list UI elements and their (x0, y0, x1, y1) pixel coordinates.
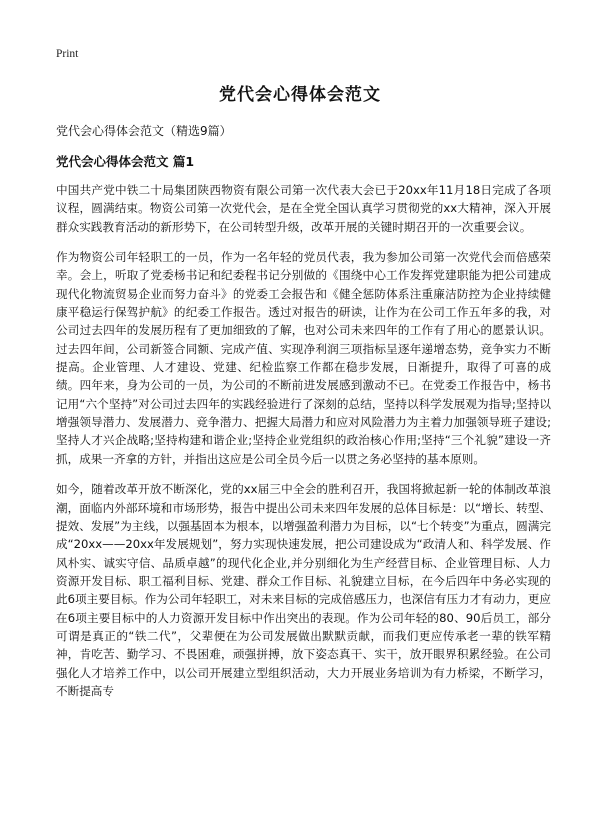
document-title: 党代会心得体会范文 (219, 85, 381, 105)
document-subtitle: 党代会心得体会范文（精选9篇） (56, 124, 232, 138)
paragraph-2: 作为物资公司年轻职工的一员，作为一名年轻的党员代表，我为参加公司第一次党代会而倍感荣幸。会上，听取了党委杨书记和纪委程书记分别做的《围绕中心工作发挥党建职能为把公司建成现代化物流贸易企业而努力奋斗》的党委工会报告和《健全惩防体系注重廉洁防控为企业持续健康平稳运行保驾护航》的纪委工作报告。透过对报告的研读，让作为在公司工作五年多的我，对公司过去四年的发展历程有了更加细致的了解，也对公司未来四年的工作有了用心的愿景认识。过去四年间，公司新签合同额、完成产值、实现净利润三项指标呈逐年递增态势，竞争实力不断提高。企业管理、人才建设、党建、纪检监察工作都在稳步发展，日渐提升，取得了可喜的成绩。四年来，身为公司的一员，为公司的不断前进发展感到激动不已。在党委工作报告中，杨书记用“六个坚持”对公司过去四年的实践经验进行了深刻的总结，坚持以科学发展观为指导;坚持以增强领导潜力、发展潜力、竞争潜力、把握大局潜力和应对风险潜力为主着力加强领导班子建设;坚持人才兴企战略;坚持构建和谐企业;坚持企业党组织的政治核心作用;坚持“三个礼貌”建设一齐抓，成果一齐拿的方针，并指出这应是公司全员今后一以贯之务必坚持的基本原则。 (56, 250, 551, 466)
paragraph-3: 如今，随着改革开放不断深化，党的xx届三中全会的胜利召开，我国将掀起新一轮的体制改革浪潮，面临内外部环境和市场形势，报告中提出公司未来四年发展的总体目标是：以“增长、转型、提效、发展”为主线，以强基固本为根本，以增强盈利潜力为目标，以“七个转变”为重点，圆满完成“20xx——20xx年发展规划”，努力实现快速发展，把公司建设成为“政清人和、科学发展、作风朴实、诚实守信、品质卓越”的现代化企业,并分别细化为生产经营目标、企业管理目标、人力资源开发目标、职工福利目标、党建、群众工作目标、礼貌建立目标，在今后四年中务必实现的此6项主要目标。作为公司年轻职工，对未来目标的完成倍感压力，也深信有压力才有动力，更应在6项主要目标中的人力资源开发目标中作出突出的表现。作为公司年轻的80、90后员工，部分可谓是真正的“铁二代”，父辈便在为公司发展做出默默贡献，而我们更应传承老一辈的铁军精神，肯吃苦、勤学习、不畏困难，顽强拼搏，放下姿态真干、实干，放开眼界积累经验。在公司强化人才培养工作中，以公司开展建立型组织活动，大力开展业务培训为有力桥梁，不断学习，不断提高专 (56, 482, 551, 698)
section-heading: 党代会心得体会范文 篇1 (56, 154, 195, 169)
paragraph-1: 中国共产党中铁二十局集团陕西物资有限公司第一次代表大会已于20xx年11月18日完成了各项议程，圆满结束。物资公司第一次党代会，是在全党全国认真学习贯彻党的xx大精神，深入开展群众实践教育活动的新形势下，在公司转型升级，改革开展的关键时期召开的一次重要会议。 (56, 183, 551, 234)
print-link[interactable]: Print (56, 48, 79, 60)
article-body (56, 181, 551, 712)
